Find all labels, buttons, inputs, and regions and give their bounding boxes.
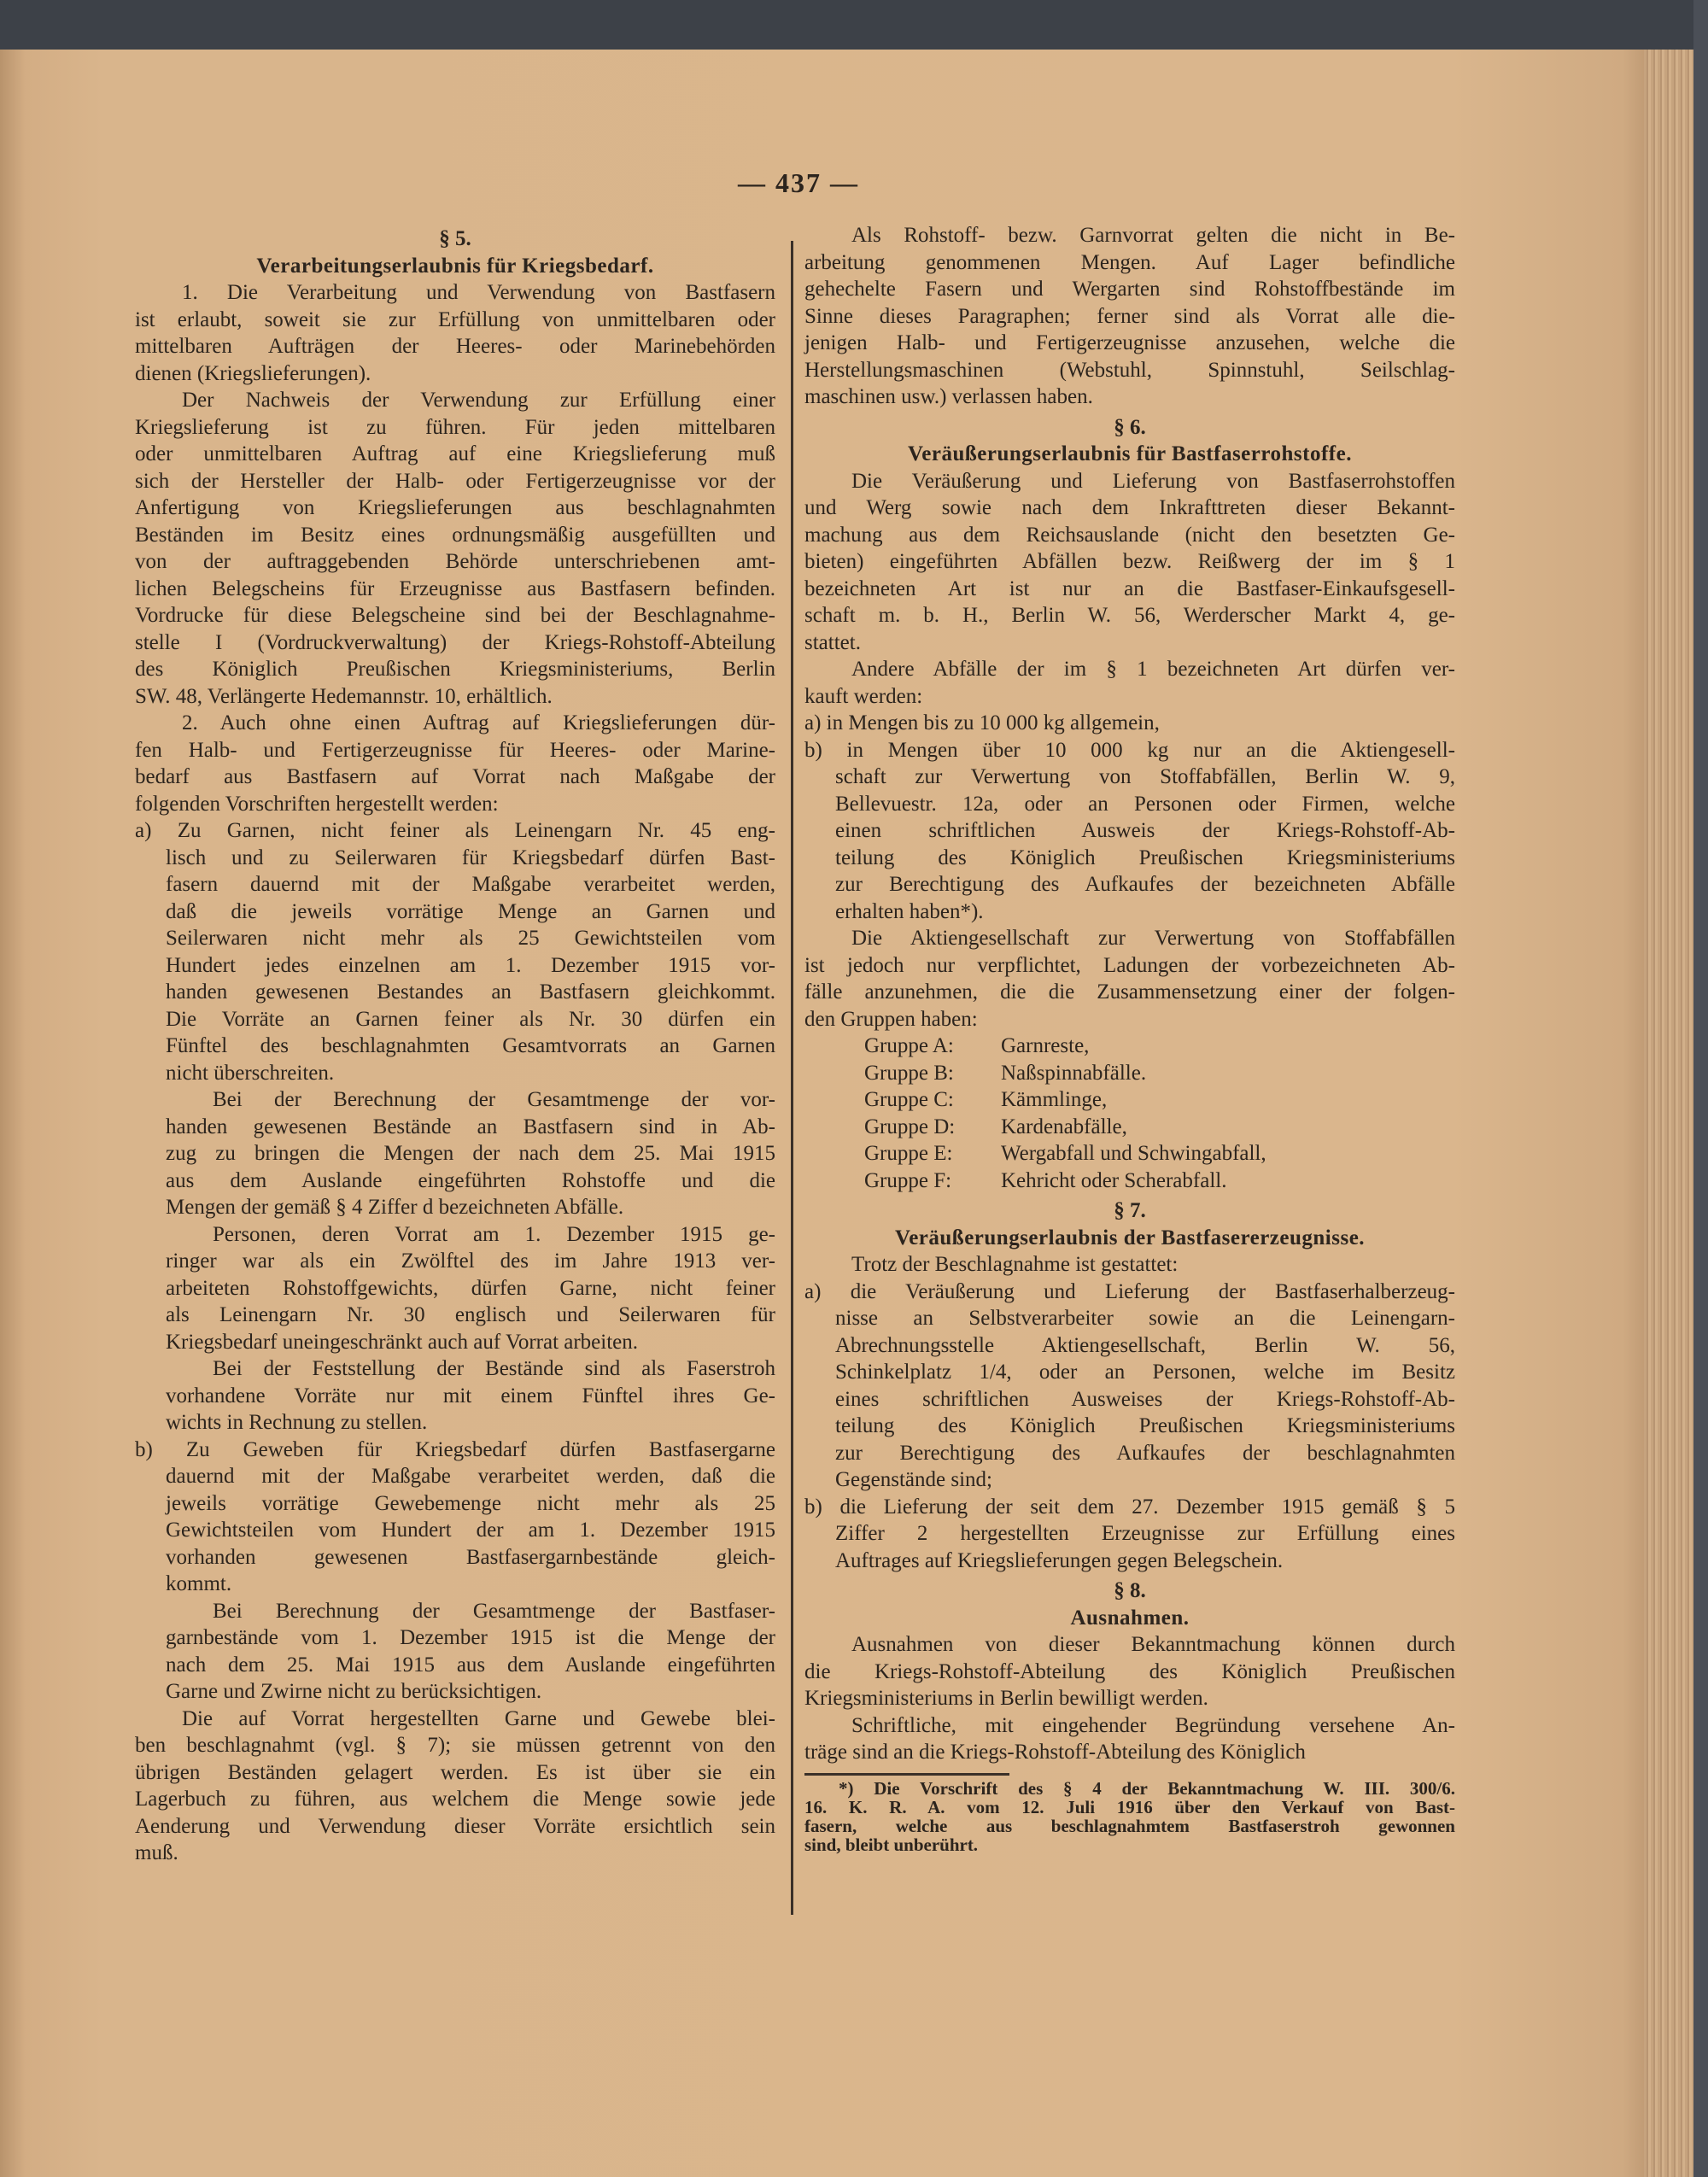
text-line: jeweils vorrätige Gewebemenge nicht mehr als 25 xyxy=(166,1491,775,1515)
text-line: 16. K. R. A. vom 12. Juli 1916 über den Verkauf von Bast- xyxy=(804,1796,1455,1817)
text-line: kauft werden: xyxy=(804,684,923,708)
paragraph xyxy=(135,1086,775,1221)
text-line: b) Zu Geweben für Kriegsbedarf dürfen Bastfasergarne xyxy=(135,1437,775,1461)
text-line: und Werg sowie nach dem Inkrafttreten dieser Bekannt- xyxy=(804,496,1455,519)
text-line: zur Berechtigung des Aufkaufes der beschlagnahmten xyxy=(835,1441,1455,1465)
text-line: zug zu bringen die Mengen der nach dem 25. Mai 1915 xyxy=(166,1142,775,1165)
footnote-rule xyxy=(804,1773,1009,1776)
paragraph xyxy=(804,222,1455,411)
paragraph xyxy=(804,925,1455,1033)
text-line: Gewichtsteilen vom Hundert der am 1. Dezember 1915 xyxy=(166,1519,775,1542)
text-line: Bellevuestr. 12a, oder an Personen oder Firmen, welche xyxy=(835,792,1455,816)
section-title xyxy=(804,441,1455,468)
section-title xyxy=(804,1605,1455,1632)
text-line: teilung des Königlich Preußischen Kriegsministeriums xyxy=(835,1414,1455,1437)
group-value: Kehricht oder Scherabfall. xyxy=(1001,1168,1227,1192)
group-list xyxy=(804,1033,1455,1194)
text-line: träge sind an die Kriegs-Rohstoff-Abteilung des Königlich xyxy=(804,1741,1306,1764)
text-line: Kriegsministeriums in Berlin bewilligt werden. xyxy=(804,1687,1208,1710)
text-line: Beständen im Besitz eines ordnungsmäßig ausgefüllten und xyxy=(135,523,775,547)
text-line: machung aus dem Reichsauslande (nicht den besetzten Ge- xyxy=(804,523,1455,547)
text-line: a) die Veräußerung und Lieferung der Bastfaserhalberzeug- xyxy=(804,1279,1455,1303)
paragraph xyxy=(804,1712,1455,1766)
text-line: Die Vorräte an Garnen feiner als Nr. 30 dürfen ein xyxy=(166,1007,775,1031)
text-line: Abrechnungsstelle Aktiengesellschaft, Berlin W. 56, xyxy=(835,1333,1455,1357)
text-line: Andere Abfälle der im § 1 bezeichneten Art dürfen ver- xyxy=(851,658,1455,681)
group-label: Gruppe D: xyxy=(864,1115,956,1138)
book-cover xyxy=(1693,0,1708,2177)
text-line: 1. Die Verarbeitung und Verwendung von Bastfasern xyxy=(182,281,775,304)
group-row xyxy=(864,1168,1455,1195)
text-line: Anfertigung von Kriegslieferungen aus beschlagnahmten xyxy=(135,496,775,519)
list-item xyxy=(804,1279,1455,1494)
text-line: bedarf aus Bastfasern auf Vorrat nach Maßgabe der xyxy=(135,765,775,788)
text-line: vorhandene Vorräte nur mit einem Fünftel ihres Ge- xyxy=(166,1384,775,1407)
paragraph xyxy=(135,1221,775,1356)
text-line: vorhanden gewesenen Bastfasergarnbestände gleich- xyxy=(166,1545,775,1569)
list-item xyxy=(804,737,1455,926)
text-line: Kriegsbedarf uneingeschränkt auch auf Vorrat arbeiten. xyxy=(166,1330,639,1354)
footnote xyxy=(804,1779,1455,1854)
text-line: *) Die Vorschrift des § 4 der Bekanntmachung W. III. 300/6. xyxy=(839,1777,1455,1799)
right-column xyxy=(804,222,1455,1854)
group-value: Wergabfall und Schwingabfall, xyxy=(1001,1142,1266,1165)
left-column xyxy=(135,222,775,1867)
text-line: teilung des Königlich Preußischen Kriegsministeriums xyxy=(835,846,1455,869)
text-line: sind, bleibt unberührt. xyxy=(804,1834,979,1855)
text-line: maschinen usw.) verlassen haben. xyxy=(804,385,1093,408)
text-line: § 5. xyxy=(439,227,471,250)
text-line: 2. Auch ohne einen Auftrag auf Kriegslieferungen dür- xyxy=(182,711,775,734)
text-line: aus dem Auslande eingeführten Rohstoffe und die xyxy=(166,1168,775,1192)
section-title xyxy=(804,1225,1455,1252)
text-line: als Leinengarn Nr. 30 englisch und Seilerwaren für xyxy=(166,1303,775,1326)
text-line: fälle anzunehmen, die die Zusammensetzung einer der folgen- xyxy=(804,980,1455,1004)
text-line: SW. 48, Verlängerte Hedemannstr. 10, erhältlich. xyxy=(135,684,553,708)
group-row xyxy=(864,1086,1455,1114)
group-row xyxy=(864,1033,1455,1060)
text-line: fasern, welche aus beschlagnahmtem Bastfaserstroh gewonnen xyxy=(804,1815,1455,1836)
text-line: mittelbaren Aufträgen der Heeres- oder Marinebehörden xyxy=(135,335,775,358)
text-line: Veräußerungserlaubnis der Bastfasererzeugnisse. xyxy=(894,1226,1366,1249)
text-line: lichen Belegscheins für Erzeugnisse aus Bastfasern befinden. xyxy=(135,576,775,600)
text-line: nicht überschreiten. xyxy=(166,1061,335,1085)
text-line: arbeiteten Rohstoffgewichts, dürfen Garne, nicht feiner xyxy=(166,1276,775,1300)
text-line: schaft zur Verwertung von Stoffabfällen, Berlin W. 9, xyxy=(835,765,1455,788)
list-item xyxy=(804,1494,1455,1575)
text-line: § 7. xyxy=(1114,1199,1146,1222)
text-line: Schriftliche, mit eingehender Begründung versehene An- xyxy=(851,1713,1455,1737)
text-line: Die Aktiengesellschaft zur Verwertung von Stoffabfällen xyxy=(851,927,1455,950)
text-line: gehechelte Fasern und Wergarten sind Rohstoffbestände im xyxy=(804,278,1455,301)
text-line: stattet. xyxy=(804,630,861,654)
paragraph xyxy=(804,656,1455,710)
text-line: nisse an Selbstverarbeiter sowie an die Leinengarn- xyxy=(835,1307,1455,1330)
text-line: b) die Lieferung der seit dem 27. Dezember 1915 gemäß § 5 xyxy=(804,1495,1455,1519)
paragraph xyxy=(135,387,775,710)
text-line: fasern dauernd mit der Maßgabe verarbeitet werden, xyxy=(166,873,775,896)
section-number xyxy=(135,225,775,253)
text-line: ist erlaubt, soweit sie zur Erfüllung von unmittelbaren oder xyxy=(135,307,775,331)
group-label: Gruppe A: xyxy=(864,1034,954,1057)
text-line: ist jedoch nur verpflichtet, Ladungen der vorbezeichneten Ab- xyxy=(804,953,1455,977)
list-item xyxy=(804,710,1455,737)
text-line: § 8. xyxy=(1114,1579,1146,1602)
text-line: Vordrucke für diese Belegscheine sind bei der Beschlagnahme- xyxy=(135,604,775,627)
section-number xyxy=(804,1577,1455,1605)
group-label: Gruppe F: xyxy=(864,1168,952,1192)
text-line: b) in Mengen über 10 000 kg nur an die Aktiengesell- xyxy=(804,738,1455,762)
text-line: Sinne dieses Paragraphen; ferner sind als Vorrat alle die- xyxy=(804,304,1455,328)
text-line: Veräußerungserlaubnis für Bastfaserrohstoffe. xyxy=(908,442,1352,465)
text-line: wichts in Rechnung zu stellen. xyxy=(166,1411,428,1434)
text-line: daß die jeweils vorrätige Menge an Garnen und xyxy=(166,899,775,923)
text-line: a) in Mengen bis zu 10 000 kg allgemein, xyxy=(804,711,1160,734)
text-line: arbeitung genommenen Mengen. Auf Lager befindliche xyxy=(804,250,1455,274)
text-line: sich der Hersteller der Halb- oder Fertigerzeugnisse vor der xyxy=(135,469,775,493)
text-line: Verarbeitungserlaubnis für Kriegsbedarf. xyxy=(256,254,654,278)
paragraph xyxy=(135,279,775,387)
text-line: folgenden Vorschriften hergestellt werden: xyxy=(135,792,499,816)
text-line: Auftrages auf Kriegslieferungen gegen Belegschein. xyxy=(835,1548,1284,1572)
text-line: Schinkelplatz 1/4, oder an Personen, welche im Besitz xyxy=(835,1361,1455,1384)
text-line: Hundert jedes einzelnen am 1. Dezember 1915 vor- xyxy=(166,953,775,977)
text-line: oder unmittelbaren Auftrag auf eine Kriegslieferung muß xyxy=(135,442,775,465)
paragraph xyxy=(804,1631,1455,1712)
text-line: Garne und Zwirne nicht zu berücksichtigen. xyxy=(166,1680,542,1703)
text-line: Trotz der Beschlagnahme ist gestattet: xyxy=(851,1253,1179,1276)
paragraph xyxy=(135,1355,775,1437)
text-line: Gegenstände sind; xyxy=(835,1468,992,1491)
text-line: bieten) eingeführten Abfällen bezw. Reißwerg der im § 1 xyxy=(804,550,1455,573)
text-line: Aenderung und Verwendung dieser Vorräte ersichtlich sein xyxy=(135,1814,775,1838)
text-line: Herstellungsmaschinen (Webstuhl, Spinnstuhl, Seilschlag- xyxy=(804,358,1455,382)
page-number: — 437 — xyxy=(738,167,859,198)
section-number xyxy=(804,1197,1455,1225)
paragraph xyxy=(135,1706,775,1867)
group-label: Gruppe E: xyxy=(864,1142,953,1165)
paragraph xyxy=(804,468,1455,657)
group-label: Gruppe B: xyxy=(864,1061,954,1085)
text-line: Bei der Berechnung der Gesamtmenge der vor- xyxy=(213,1088,775,1111)
text-line: ben beschlagnahmt (vgl. § 7); sie müssen getrennt von den xyxy=(135,1734,775,1757)
group-value: Kämmlinge, xyxy=(1001,1088,1108,1111)
text-line: Seilerwaren nicht mehr als 25 Gewichtsteilen vom xyxy=(166,927,775,950)
text-line: Ziffer 2 hergestellten Erzeugnisse zur Erfüllung eines xyxy=(835,1522,1455,1545)
text-line: den Gruppen haben: xyxy=(804,1007,978,1031)
paragraph xyxy=(135,1598,775,1706)
text-line: dauernd mit der Maßgabe verarbeitet werden, daß die xyxy=(166,1465,775,1488)
text-line: Kriegslieferung ist zu führen. Für jeden mittelbaren xyxy=(135,415,775,439)
text-line: dienen (Kriegslieferungen). xyxy=(135,361,371,385)
section-number xyxy=(804,414,1455,442)
group-row xyxy=(864,1060,1455,1087)
text-line: von der auftraggebenden Behörde unterschriebenen amt- xyxy=(135,550,775,573)
text-line: die Kriegs-Rohstoff-Abteilung des Königlich Preußischen xyxy=(804,1659,1455,1683)
text-line: muß. xyxy=(135,1841,178,1864)
text-line: handen gewesenen Bestandes an Bastfasern gleichkommt. xyxy=(166,980,775,1004)
text-line: zur Berechtigung des Aufkaufes der bezeichneten Abfälle xyxy=(835,873,1455,896)
paragraph xyxy=(804,1251,1455,1279)
group-row xyxy=(864,1140,1455,1168)
text-line: Bei der Feststellung der Bestände sind als Faserstroh xyxy=(213,1357,775,1380)
text-line: einen schriftlichen Ausweis der Kriegs-Rohstoff-Ab- xyxy=(835,819,1455,842)
group-value: Garnreste, xyxy=(1001,1034,1090,1057)
text-line: garnbestände vom 1. Dezember 1915 ist die Menge der xyxy=(166,1626,775,1649)
text-line: Die Veräußerung und Lieferung von Bastfaserrohstoffen xyxy=(851,469,1455,493)
section-title xyxy=(135,253,775,280)
text-line: Ausnahmen. xyxy=(1070,1606,1190,1630)
text-line: Personen, deren Vorrat am 1. Dezember 1915 ge- xyxy=(213,1222,775,1246)
text-line: Bei Berechnung der Gesamtmenge der Bastfaser- xyxy=(213,1599,775,1623)
list-item xyxy=(135,1437,775,1598)
text-line: des Königlich Preußischen Kriegsministeriums, Berlin xyxy=(135,658,775,681)
group-row xyxy=(864,1114,1455,1141)
text-line: nach dem 25. Mai 1915 aus dem Auslande eingeführten xyxy=(166,1653,775,1677)
text-line: Mengen der gemäß § 4 Ziffer d bezeichneten Abfälle. xyxy=(166,1196,624,1219)
text-line: jenigen Halb- und Fertigerzeugnisse anzusehen, welche die xyxy=(804,331,1455,354)
text-line: fen Halb- und Fertigerzeugnisse für Heeres- oder Marine- xyxy=(135,738,775,762)
text-line: Der Nachweis der Verwendung zur Erfüllung einer xyxy=(182,389,775,412)
text-line: übrigen Beständen gelagert werden. Es ist über sie ein xyxy=(135,1760,775,1784)
text-line: ringer war als ein Zwölftel des im Jahre 1913 ver- xyxy=(166,1249,775,1273)
column-divider xyxy=(791,241,793,1915)
text-line: a) Zu Garnen, nicht feiner als Leinengarn Nr. 45 eng- xyxy=(135,819,775,842)
text-line: bezeichneten Art ist nur an die Bastfaser-Einkaufsgesell- xyxy=(804,576,1455,600)
group-value: Naßspinnabfälle. xyxy=(1001,1061,1147,1085)
text-line: § 6. xyxy=(1114,415,1146,439)
page-edges xyxy=(1644,50,1693,2177)
text-line: schaft m. b. H., Berlin W. 56, Werderscher Markt 4, ge- xyxy=(804,604,1455,627)
text-line: lisch und zu Seilerwaren für Kriegsbedarf dürfen Bast- xyxy=(166,846,775,869)
list-item xyxy=(135,817,775,1086)
group-value: Kardenabfälle, xyxy=(1001,1115,1127,1138)
text-line: erhalten haben*). xyxy=(835,899,984,923)
text-line: Lagerbuch zu führen, aus welchem die Menge sowie jede xyxy=(135,1788,775,1811)
text-line: handen gewesenen Bestände an Bastfasern sind in Ab- xyxy=(166,1115,775,1138)
text-line: kommt. xyxy=(166,1572,232,1595)
text-line: Die auf Vorrat hergestellten Garne und Gewebe blei- xyxy=(182,1706,775,1730)
text-line: Ausnahmen von dieser Bekanntmachung können durch xyxy=(851,1633,1455,1656)
text-line: Fünftel des beschlagnahmten Gesamtvorrats an Garnen xyxy=(166,1034,775,1057)
text-line: eines schriftlichen Ausweises der Kriegs-Rohstoff-Ab- xyxy=(835,1387,1455,1411)
group-label: Gruppe C: xyxy=(864,1088,954,1111)
paragraph xyxy=(135,710,775,817)
text-line: stelle I (Vordruckverwaltung) der Kriegs-Rohstoff-Abteilung xyxy=(135,630,775,654)
text-line: Als Rohstoff- bezw. Garnvorrat gelten die nicht in Be- xyxy=(851,224,1455,247)
